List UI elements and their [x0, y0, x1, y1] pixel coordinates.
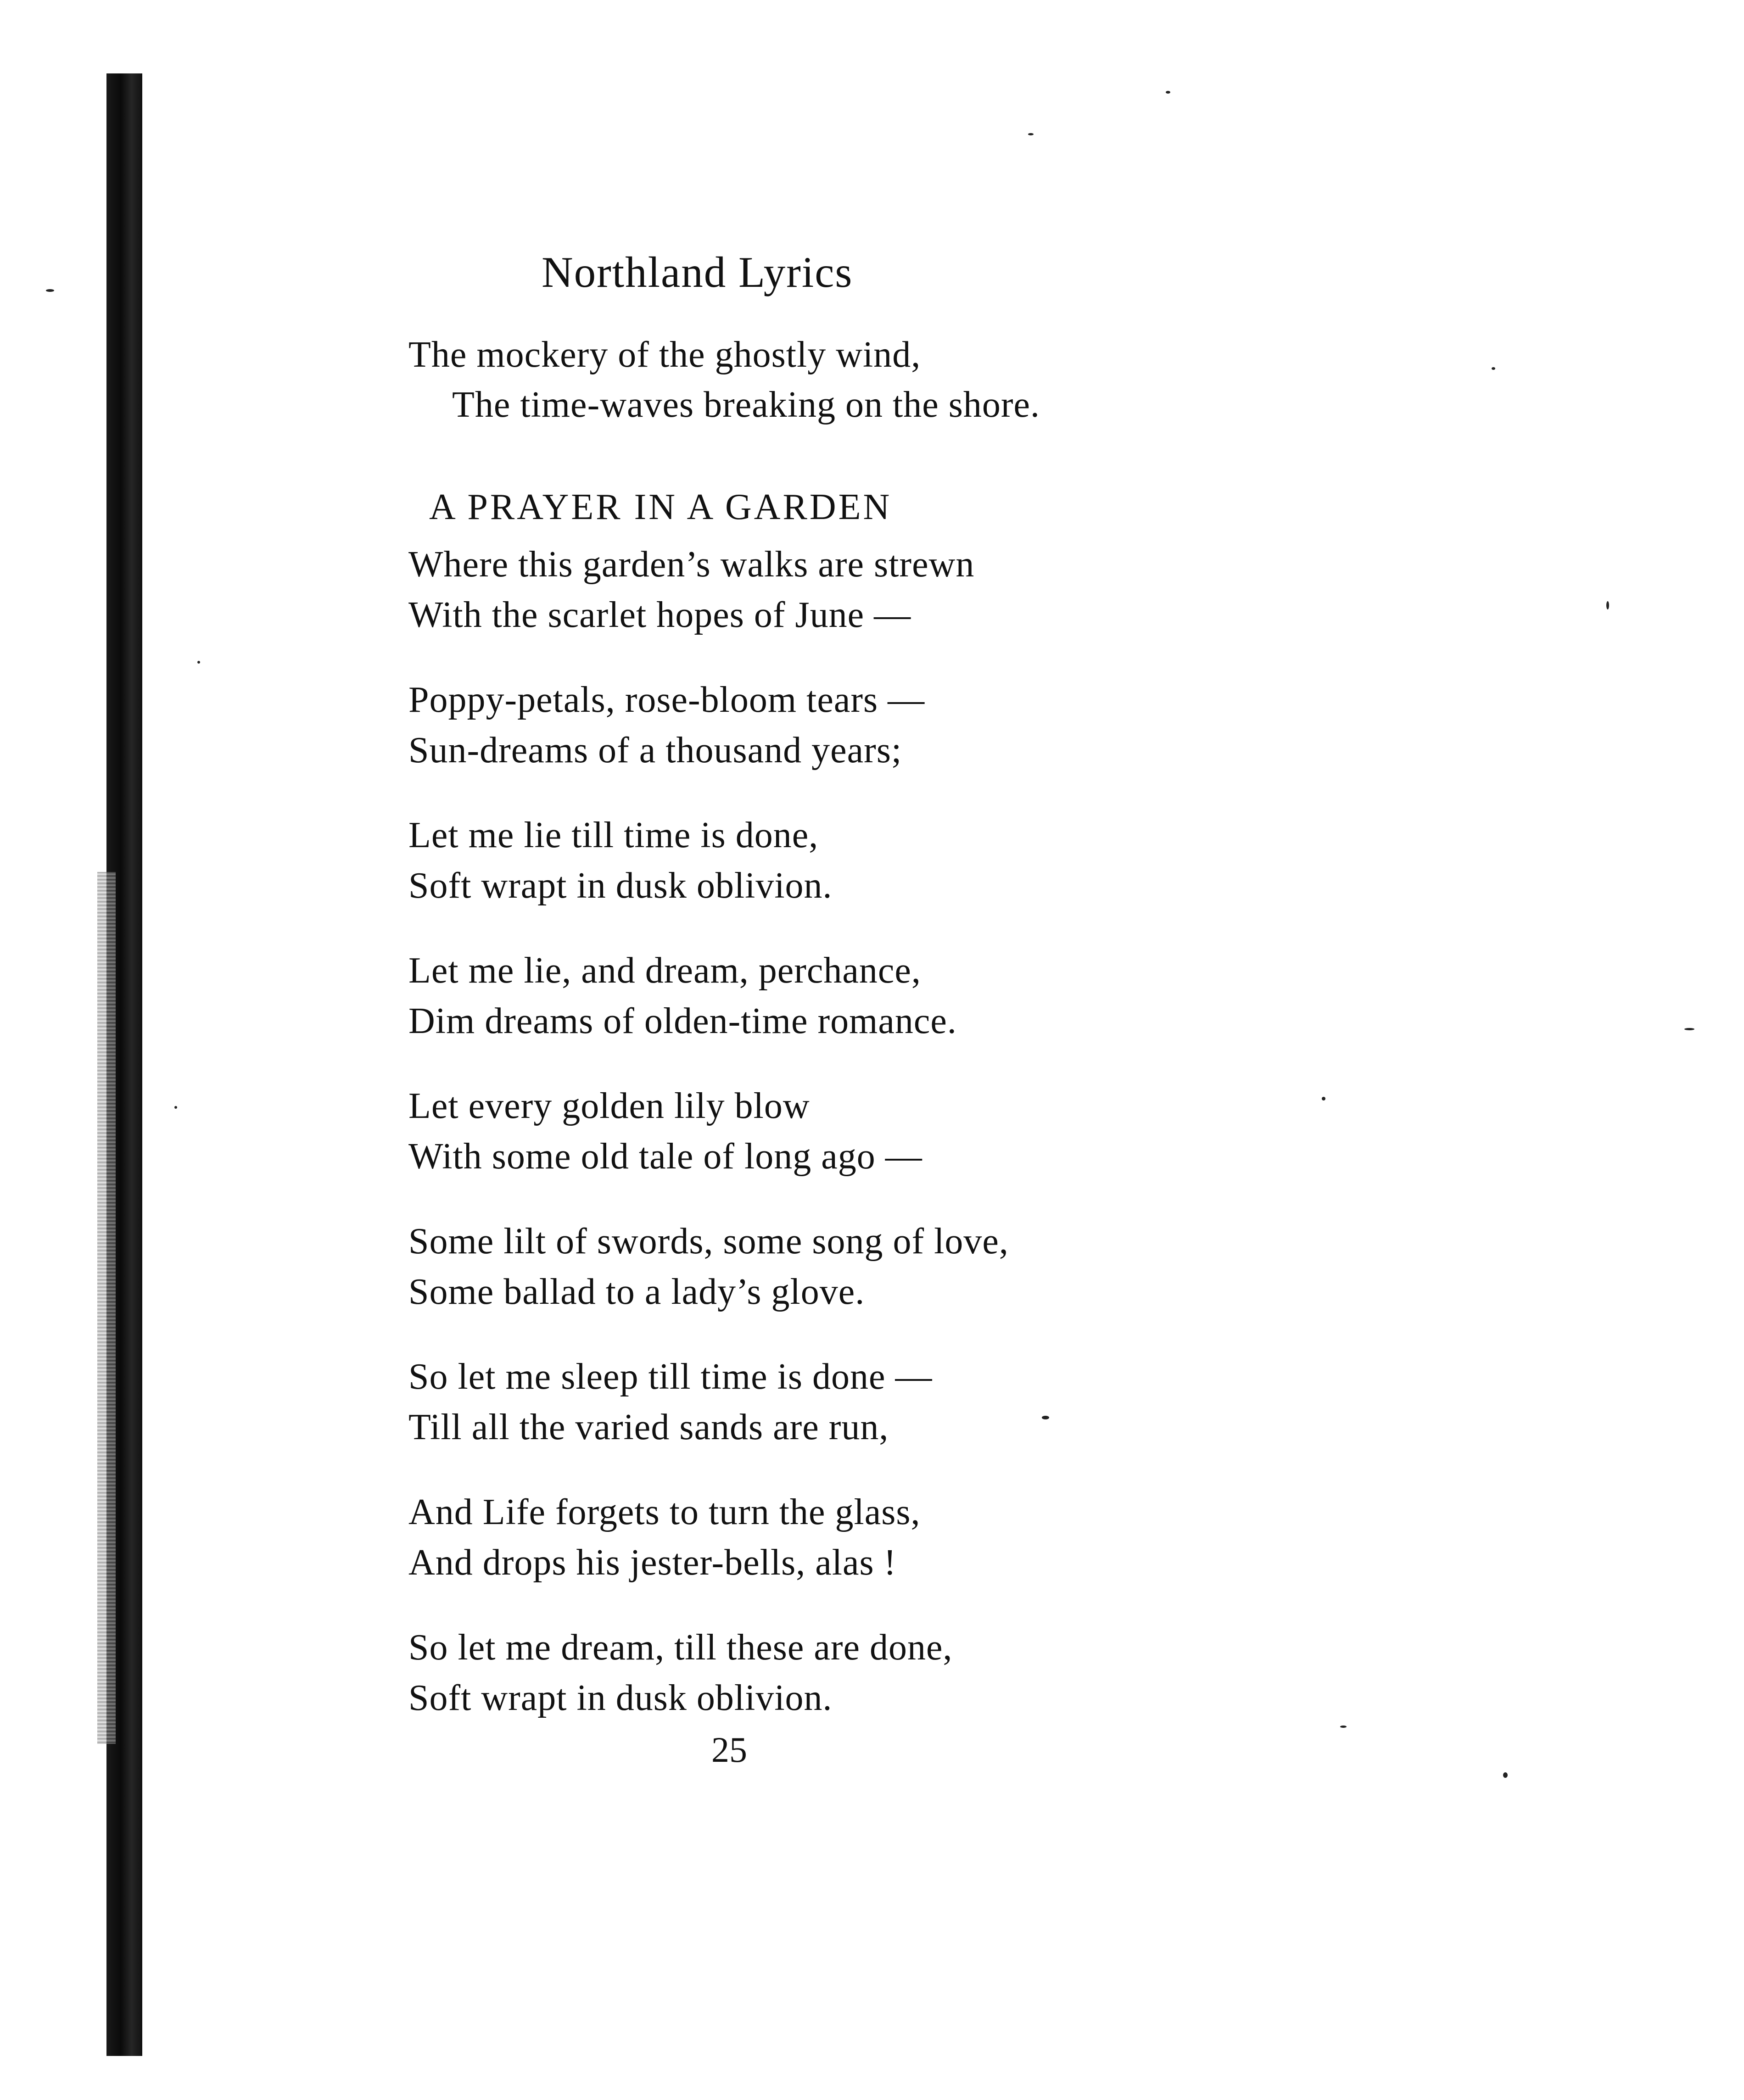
poem-line: Let every golden lily blow — [408, 1086, 810, 1126]
binding-texture — [97, 872, 116, 1744]
poem-line: The mockery of the ghostly wind, — [408, 335, 921, 375]
scan-speck — [174, 1106, 177, 1109]
page-number: 25 — [711, 1730, 747, 1770]
scan-speck — [1166, 91, 1170, 94]
poem-line: Dim dreams of olden-time romance. — [408, 1001, 957, 1041]
poem-line: Soft wrapt in dusk oblivion. — [408, 866, 833, 906]
poem-line: Some lilt of swords, some song of love, — [408, 1221, 1009, 1262]
poem-line: Till all the varied sands are run, — [408, 1407, 889, 1447]
poem-line: Let me lie, and dream, perchance, — [408, 950, 921, 991]
poem-line: Soft wrapt in dusk oblivion. — [408, 1678, 833, 1718]
scan-speck — [1042, 1416, 1049, 1419]
poem-line: And Life forgets to turn the glass, — [408, 1492, 921, 1532]
poem-line: Some ballad to a lady’s glove. — [408, 1272, 865, 1312]
scan-speck — [1340, 1726, 1347, 1728]
poem-line: Sun-dreams of a thousand years; — [408, 730, 902, 771]
poem-line: Poppy-petals, rose-bloom tears — — [408, 680, 925, 720]
scan-speck — [1492, 367, 1495, 370]
scan-speck — [1028, 133, 1034, 135]
scan-speck — [1322, 1097, 1325, 1100]
running-head: Northland Lyrics — [542, 248, 853, 296]
scan-speck — [197, 661, 200, 664]
poem-line: With some old tale of long ago — — [408, 1136, 922, 1177]
poem-line: And drops his jester-bells, alas ! — [408, 1542, 897, 1583]
poem-line: Where this garden’s walks are strewn — [408, 544, 975, 585]
poem-line: So let me sleep till time is done — — [408, 1357, 933, 1397]
poem-title: A PRAYER IN A GARDEN — [429, 487, 892, 527]
scan-speck — [1684, 1028, 1694, 1030]
scan-speck — [1503, 1772, 1508, 1778]
poem-line: So let me dream, till these are done, — [408, 1627, 953, 1668]
poem-line: With the scarlet hopes of June — — [408, 595, 911, 635]
poem-line: Let me lie till time is done, — [408, 815, 819, 855]
poem-line: The time-waves breaking on the shore. — [452, 385, 1040, 425]
scan-speck — [46, 289, 54, 292]
scan-speck — [1606, 601, 1609, 609]
